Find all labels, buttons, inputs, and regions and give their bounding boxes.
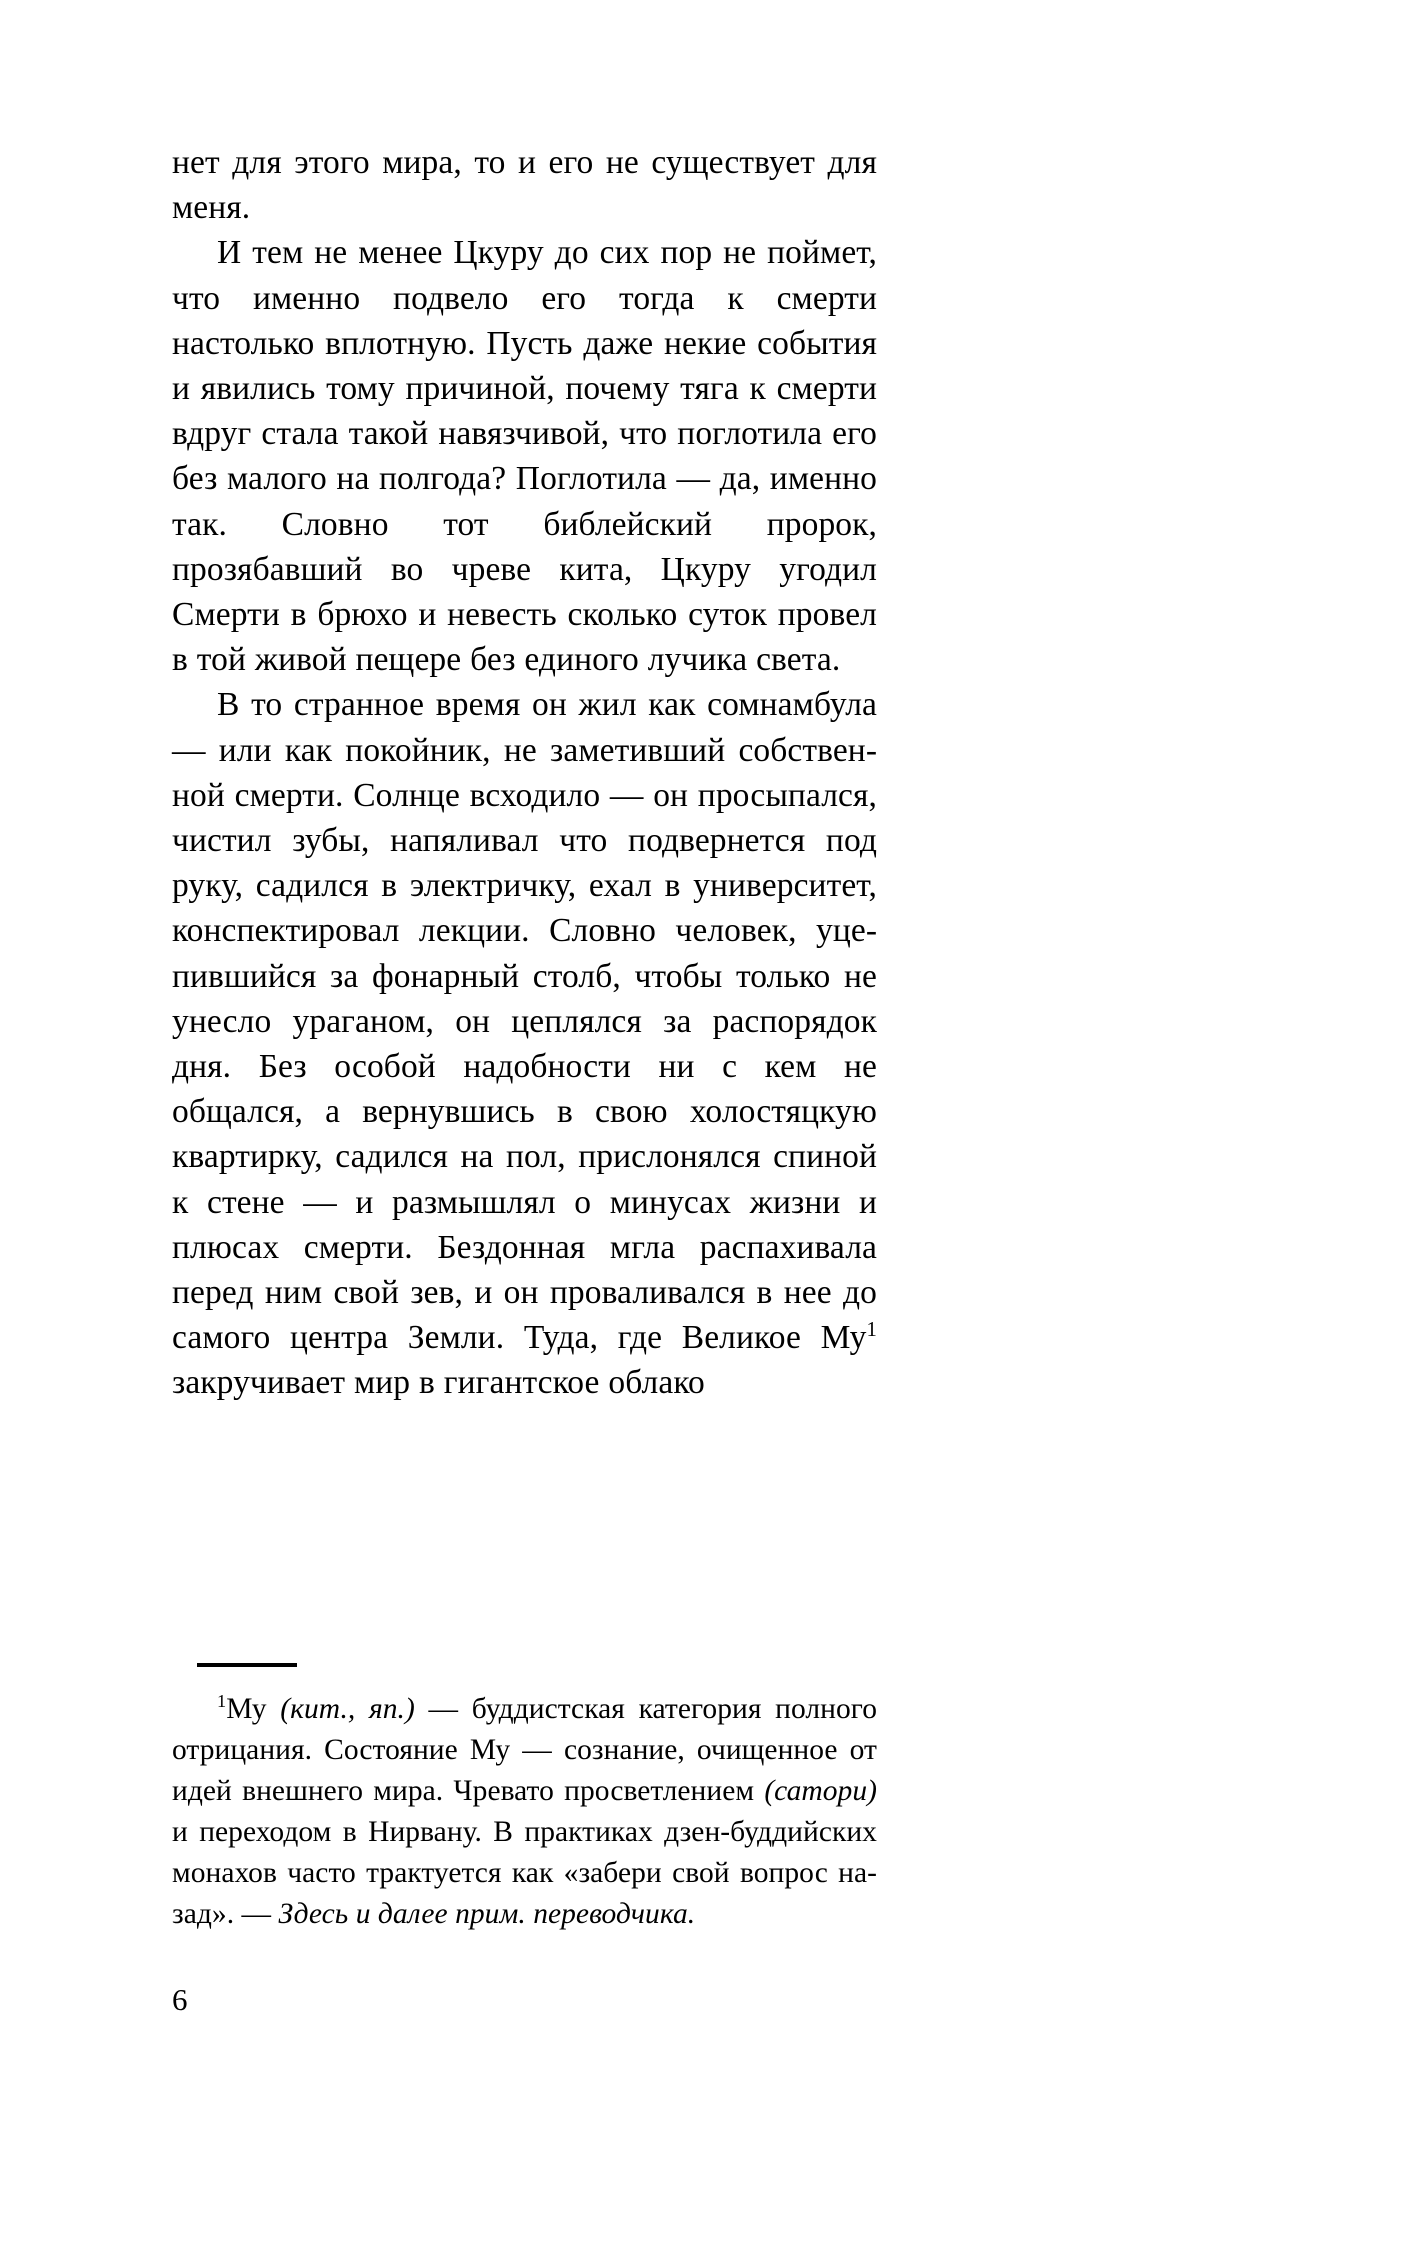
main-text-column: [172, 140, 877, 1406]
page-number: 6: [172, 1982, 188, 2017]
footnote-1: [172, 1689, 877, 1935]
paragraph-3: [172, 682, 877, 1405]
footnote-emphasis-satori: (сатори): [764, 1775, 877, 1807]
paragraph-1: нет для этого мира, то и его не существует для меня.: [172, 144, 877, 227]
footnote-segment-1: — буддистская категория полного отрицания. Состояние Му — сознание, очищенное от идей внешнего мира. Чревато просветлением: [172, 1693, 877, 1807]
footnote-reference-1[interactable]: 1: [866, 1318, 877, 1342]
footnote-language-note: (кит., яп.): [280, 1693, 415, 1725]
paragraph-2: И тем не менее Цкуру до сих пор не поймет, что именно подвело его тогда к смерти настолько вплотную. Пусть даже некие события и явились тому причиной, почему тяга к смерти вдруг стала такой навязчивой, что поглотила его без малого на полгода? Поглотила — да, именно так. Словно тот библейский пророк, прозябавший во чреве кита, Цкуру угодил Смерти в брюхо и невесть сколько суток провел в той живой пещере без единого лучика света.: [172, 234, 877, 679]
footnote-term: Му: [226, 1693, 281, 1725]
footnote-separator-rule: [197, 1663, 297, 1667]
footnote-section: [172, 1663, 877, 1935]
footnote-segment-2: и переходом в Нирвану. В практиках дзен-буддийских монахов часто трактуется как «забери свой вопрос назад». —: [172, 1816, 877, 1930]
paragraph-3-part-2: закручивает мир в гигантское облако: [172, 1364, 705, 1402]
footnote-translator-credit: Здесь и далее прим. переводчика.: [278, 1898, 696, 1930]
paragraph-3-part-1: В то странное время он жил как сомнамбула — или как покойник, не заметивший собственной смерти. Солнце всходило — он просыпался, чистил зубы, напяливал что подвернется под руку, садился в электричку, ехал в университет, конспектировал лекции. Словно человек, уцепившийся за фонарный столб, чтобы только не унесло ураганом, он цеплялся за распорядок дня. Без особой надобности ни с кем не общался, а вернувшись в свою холостяцкую квартирку, садился на пол, прислонялся спиной к стене — и размышлял о минусах жизни и плюсах смерти. Бездонная мгла распахивала перед ним свой зев, и он проваливался в нее до самого центра Земли. Туда, где Великое Му: [172, 686, 877, 1357]
footnote-number: 1: [217, 1691, 227, 1712]
